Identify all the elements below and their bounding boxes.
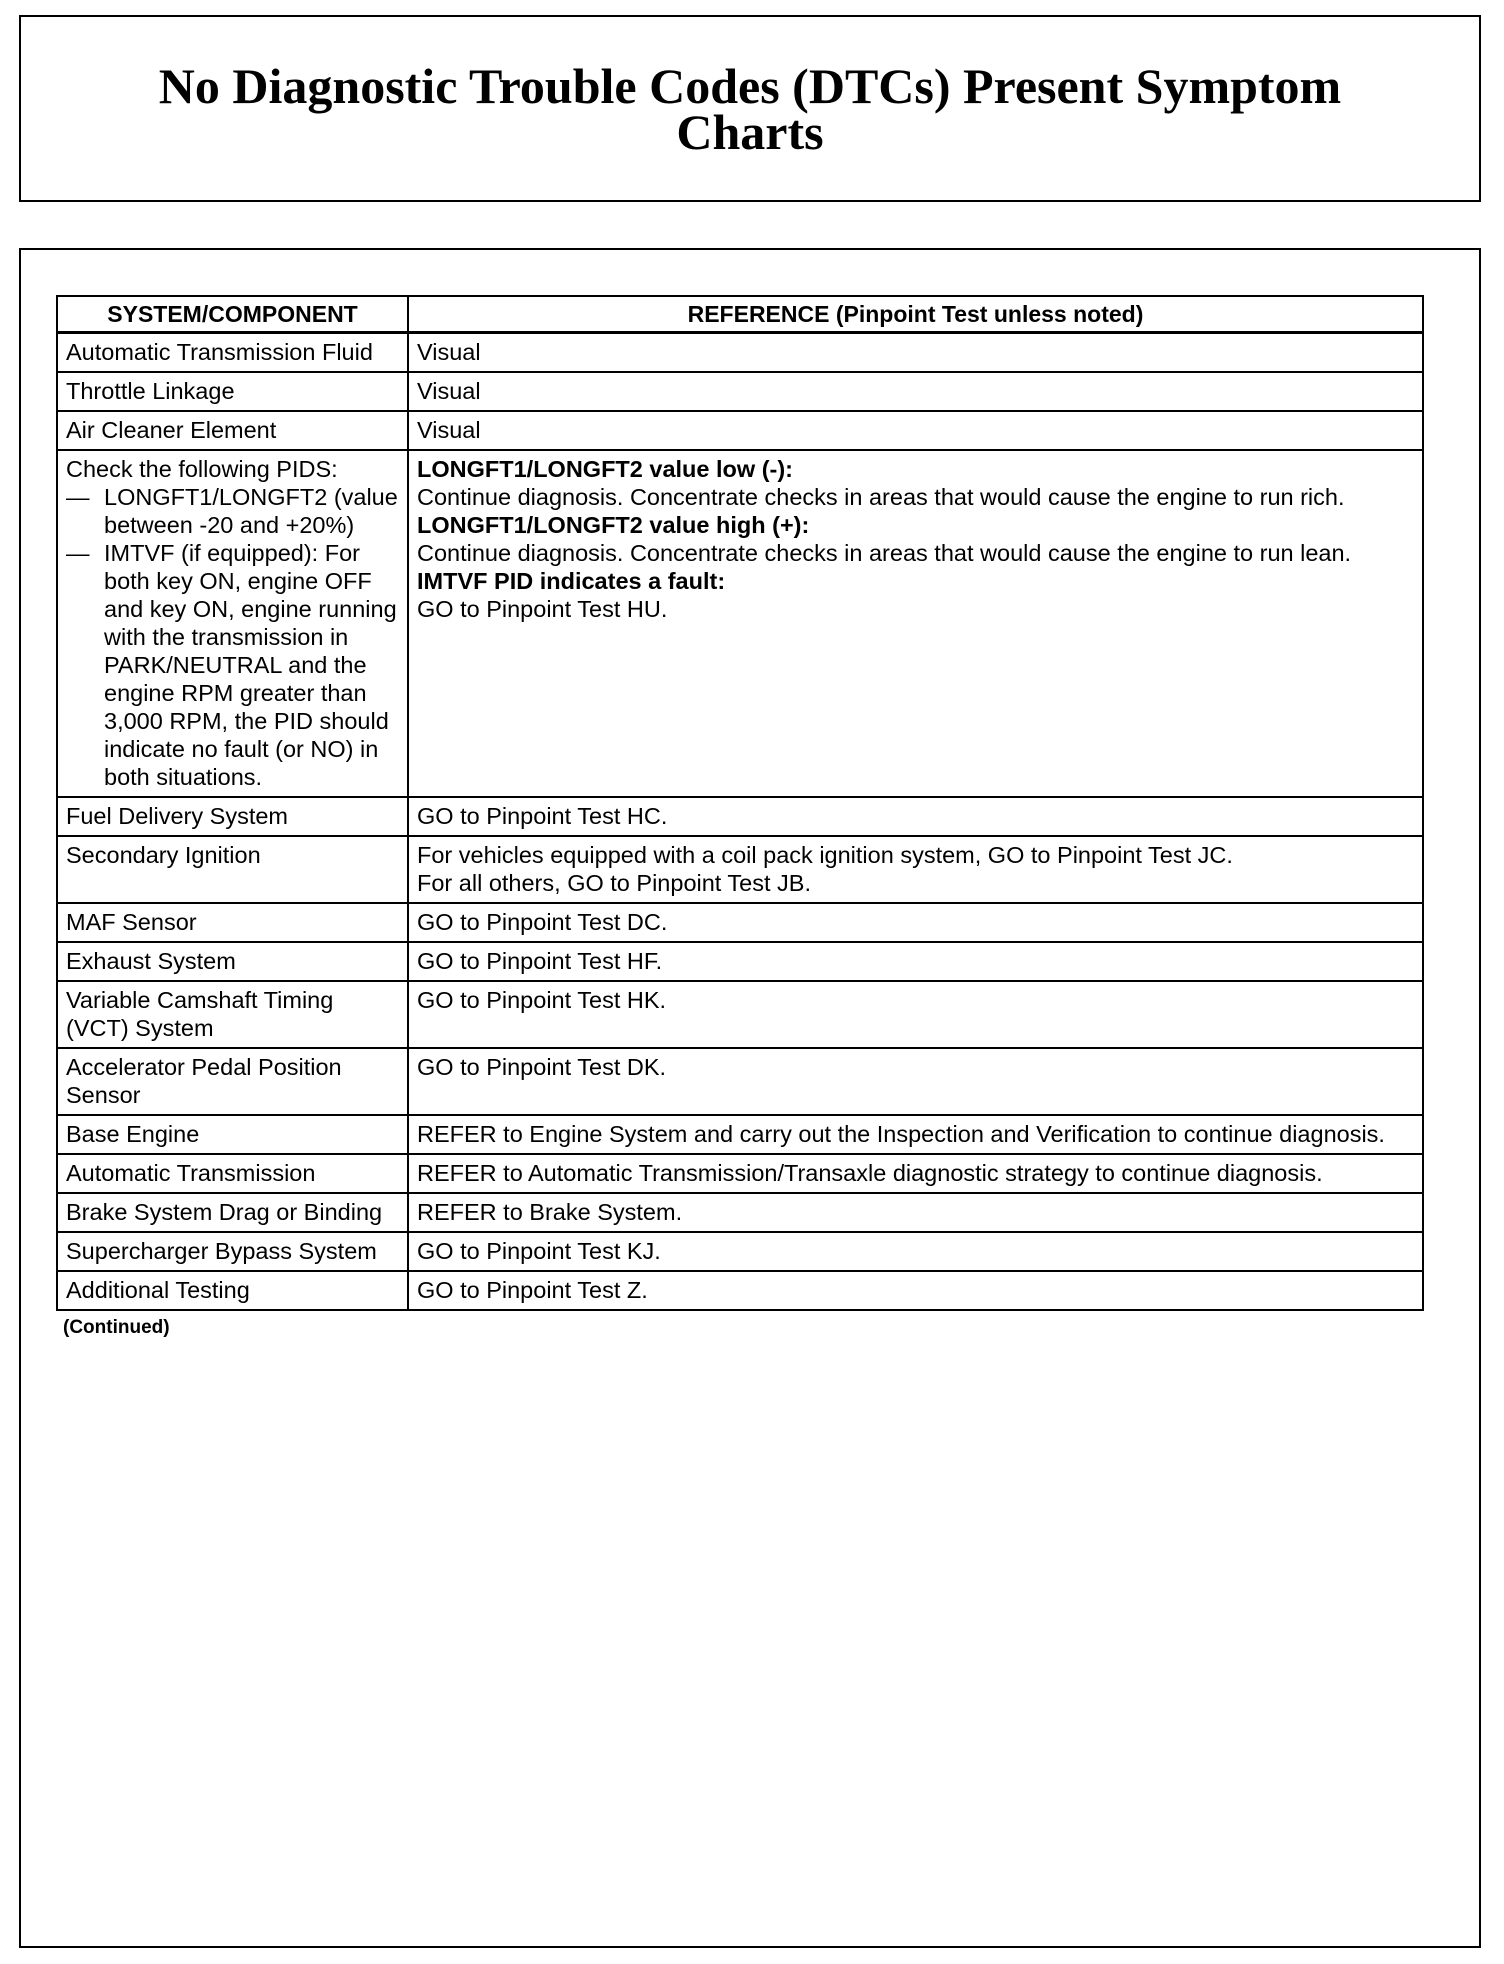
- table-row: [57, 333, 1423, 373]
- cell-reference: [408, 836, 1423, 903]
- cell-reference: GO to Pinpoint Test HF.: [408, 942, 1423, 981]
- cell-reference: GO to Pinpoint Test Z.: [408, 1271, 1423, 1310]
- table-row: [57, 1154, 1423, 1193]
- page-title-line-1: No Diagnostic Trouble Codes (DTCs) Present Symptom: [158, 57, 1342, 114]
- cell-reference: Visual: [408, 333, 1423, 373]
- cell-system: Air Cleaner Element: [57, 411, 408, 450]
- cell-system: Brake System Drag or Binding: [57, 1193, 408, 1232]
- symptom-chart-table: [56, 295, 1424, 1311]
- column-header-reference: REFERENCE (Pinpoint Test unless noted): [408, 296, 1423, 333]
- cell-reference: [408, 450, 1423, 797]
- content-box: [19, 248, 1481, 1948]
- table-row: [57, 372, 1423, 411]
- table-row: [57, 1115, 1423, 1154]
- ref-line-2: For all others, GO to Pinpoint Test JB.: [417, 870, 812, 896]
- cell-reference: Visual: [408, 411, 1423, 450]
- cell-reference: Visual: [408, 372, 1423, 411]
- cell-system: Accelerator Pedal Position Sensor: [57, 1048, 408, 1115]
- table-row: [57, 1048, 1423, 1115]
- ref-imtvf-heading: IMTVF PID indicates a fault:: [417, 568, 726, 594]
- cell-system: Automatic Transmission Fluid: [57, 333, 408, 373]
- cell-reference: GO to Pinpoint Test DC.: [408, 903, 1423, 942]
- ref-low-text: Continue diagnosis. Concentrate checks in areas that would cause the engine to run rich.: [417, 484, 1345, 510]
- cell-system: Variable Camshaft Timing (VCT) System: [57, 981, 408, 1048]
- pids-list: [66, 483, 399, 791]
- cell-reference: GO to Pinpoint Test HC.: [408, 797, 1423, 836]
- table-row: [57, 1271, 1423, 1310]
- cell-system: [57, 450, 408, 797]
- cell-reference: REFER to Automatic Transmission/Transaxle diagnostic strategy to continue diagnosis.: [408, 1154, 1423, 1193]
- cell-system: MAF Sensor: [57, 903, 408, 942]
- continued-note: (Continued): [63, 1317, 170, 1338]
- table-row: [57, 836, 1423, 903]
- cell-system: Supercharger Bypass System: [57, 1232, 408, 1271]
- table-row: [57, 797, 1423, 836]
- cell-reference: GO to Pinpoint Test HK.: [408, 981, 1423, 1048]
- cell-system: Automatic Transmission: [57, 1154, 408, 1193]
- cell-reference: GO to Pinpoint Test KJ.: [408, 1232, 1423, 1271]
- table-row-pids: [57, 450, 1423, 797]
- table-row: [57, 411, 1423, 450]
- page-title-line-2: Charts: [676, 103, 824, 160]
- table-row: [57, 981, 1423, 1048]
- ref-imtvf-text: GO to Pinpoint Test HU.: [417, 596, 668, 622]
- ref-line-1: For vehicles equipped with a coil pack ignition system, GO to Pinpoint Test JC.: [417, 842, 1233, 868]
- pids-intro: Check the following PIDS:: [66, 456, 338, 482]
- ref-high-heading: LONGFT1/LONGFT2 value high (+):: [417, 512, 810, 538]
- ref-low-heading: LONGFT1/LONGFT2 value low (-):: [417, 456, 793, 482]
- cell-reference: REFER to Brake System.: [408, 1193, 1423, 1232]
- cell-reference: GO to Pinpoint Test DK.: [408, 1048, 1423, 1115]
- table-row: [57, 1232, 1423, 1271]
- table-row: [57, 903, 1423, 942]
- table-row: [57, 1193, 1423, 1232]
- table-header-row: [57, 296, 1423, 333]
- cell-system: Throttle Linkage: [57, 372, 408, 411]
- table-row: [57, 942, 1423, 981]
- cell-system: Base Engine: [57, 1115, 408, 1154]
- cell-system: Fuel Delivery System: [57, 797, 408, 836]
- column-header-system: SYSTEM/COMPONENT: [57, 296, 408, 333]
- cell-system: Additional Testing: [57, 1271, 408, 1310]
- cell-reference: REFER to Engine System and carry out the Inspection and Verification to continue diagnosis.: [408, 1115, 1423, 1154]
- ref-high-text: Continue diagnosis. Concentrate checks in areas that would cause the engine to run lean.: [417, 540, 1352, 566]
- pid-item-longft: — LONGFT1/LONGFT2 (value between -20 and +20%): [66, 483, 399, 539]
- cell-system: Secondary Ignition: [57, 836, 408, 903]
- pid-item-imtvf: — IMTVF (if equipped): For both key ON, engine OFF and key ON, engine running with the transmission in PARK/NEUTRAL and the engine RPM greater than 3,000 RPM, the PID should indicate no fault (or NO) in both situations.: [66, 539, 399, 791]
- title-box: [19, 15, 1481, 202]
- cell-system: Exhaust System: [57, 942, 408, 981]
